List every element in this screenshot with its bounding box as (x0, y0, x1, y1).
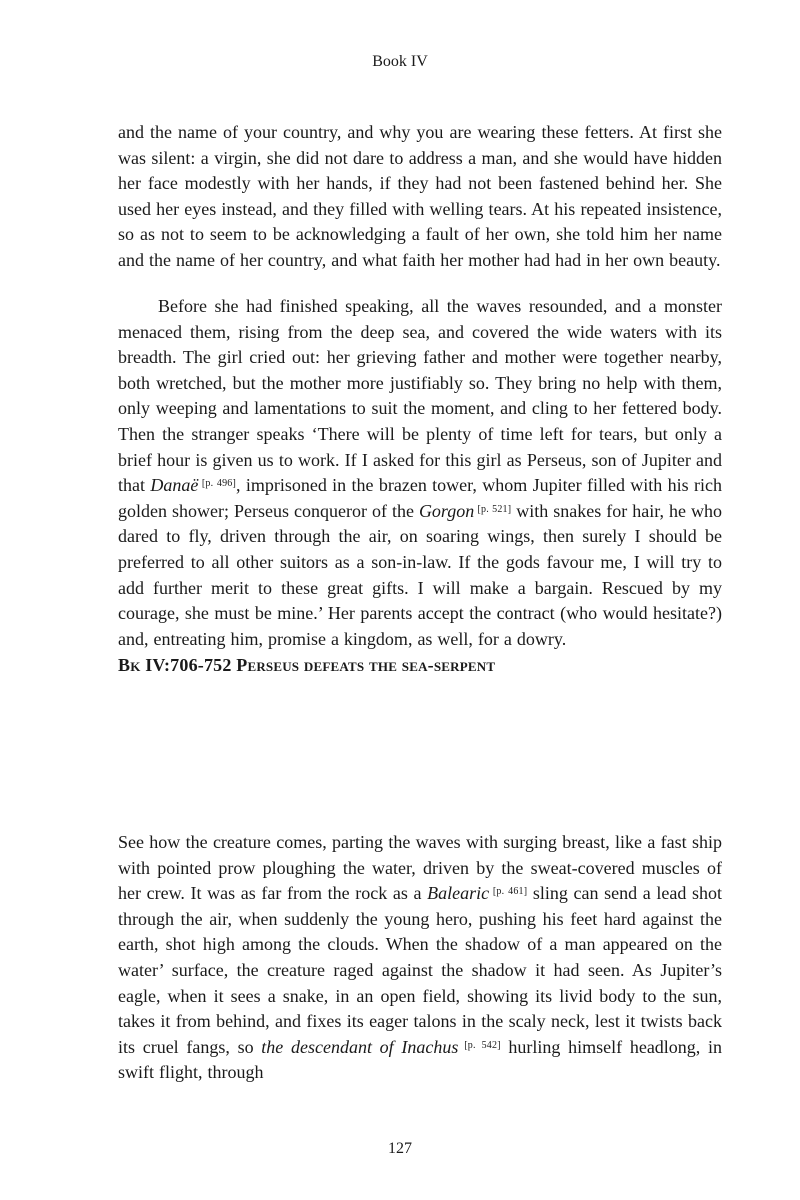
paragraph-3 (118, 830, 722, 1086)
italic-term: the descendant of Inachus (261, 1036, 459, 1057)
section-heading: Bk IV:706-752 Perseus defeats the sea-serpent (118, 655, 496, 675)
text-run: sling can send a lead shot through the air, when suddenly the young hero, pushing his feet hard against the earth, shot high among the clouds. When the shadow of a man appeared on the water’ surface, the creature raged against the shadow it had seen. As Jupiter’s eagle, when it sees a snake, in an open field, showing its livid body to the sun, takes it from behind, and fixes its eager talons in the scaly neck, lest it twists back its cruel fangs, so (118, 883, 722, 1057)
text-run: See how the creature comes, parting the waves with surging breast, like a fast ship with pointed prow ploughing the water, driven by the sweat-covered muscles of her crew. It was as far from the rock as a (118, 832, 722, 904)
italic-term: Danaë (150, 475, 199, 496)
text-run: Before she had finished speaking, all the waves resounded, and a monster menaced them, rising from the deep sea, and covered the wide waters with its breadth. The girl cried out: her grieving father and mother were together nearby, both wretched, but the mother more justifiably so. They bring no help with them, only weeping and lamentations to suit the moment, and cling to her fettered body. Then the stranger speaks ‘There will be plenty of time left for tears, but only a brief hour is given us to work. If I asked for this girl as Perseus, son of Jupiter and that (118, 296, 722, 496)
paragraph-text (118, 120, 722, 274)
paragraph-2 (118, 294, 722, 652)
page-reference: [p. 521] (474, 503, 512, 515)
paragraph-text (118, 294, 722, 652)
paragraph-1 (118, 120, 722, 274)
text-run: with snakes for hair, he who dared to fly, driven through the air, on soaring wings, then surely I should be preferred to all other suitors as a son-in-law. If the gods favour me, I will try to add further merit to these great gifts. I will make a bargain. Rescued by my courage, she must be mine.’ Her parents accept the contract (who would hesitate?) and, entreating him, promise a kingdom, as well, for a dowry. (118, 500, 722, 649)
text-run: and the name of your country, and why you are wearing these fetters. At first she was silent: a virgin, she did not dare to address a man, and she would have hidden her face modestly with her hands, if they had not been fastened behind her. She used her eyes instead, and they filled with welling tears. At his repeated insistence, so as not to seem to be acknowledging a fault of her own, she told him her name and the name of her country, and what faith her mother had had in her own beauty. (118, 122, 722, 270)
italic-term: Balearic (427, 883, 490, 904)
page-number: 127 (388, 1140, 412, 1157)
text-run: , imprisoned in the brazen tower, whom Jupiter filled with his rich golden shower; Perseus conqueror of the (118, 475, 722, 521)
page-reference: [p. 496] (198, 478, 236, 490)
paragraph-text (118, 830, 722, 1086)
text-run: hurling himself headlong, in swift flight, through (118, 1036, 723, 1083)
italic-term: Gorgon (418, 500, 475, 521)
running-head: Book IV (372, 53, 428, 70)
page-reference: [p. 461] (489, 886, 528, 898)
page-reference: [p. 542] (458, 1039, 501, 1051)
